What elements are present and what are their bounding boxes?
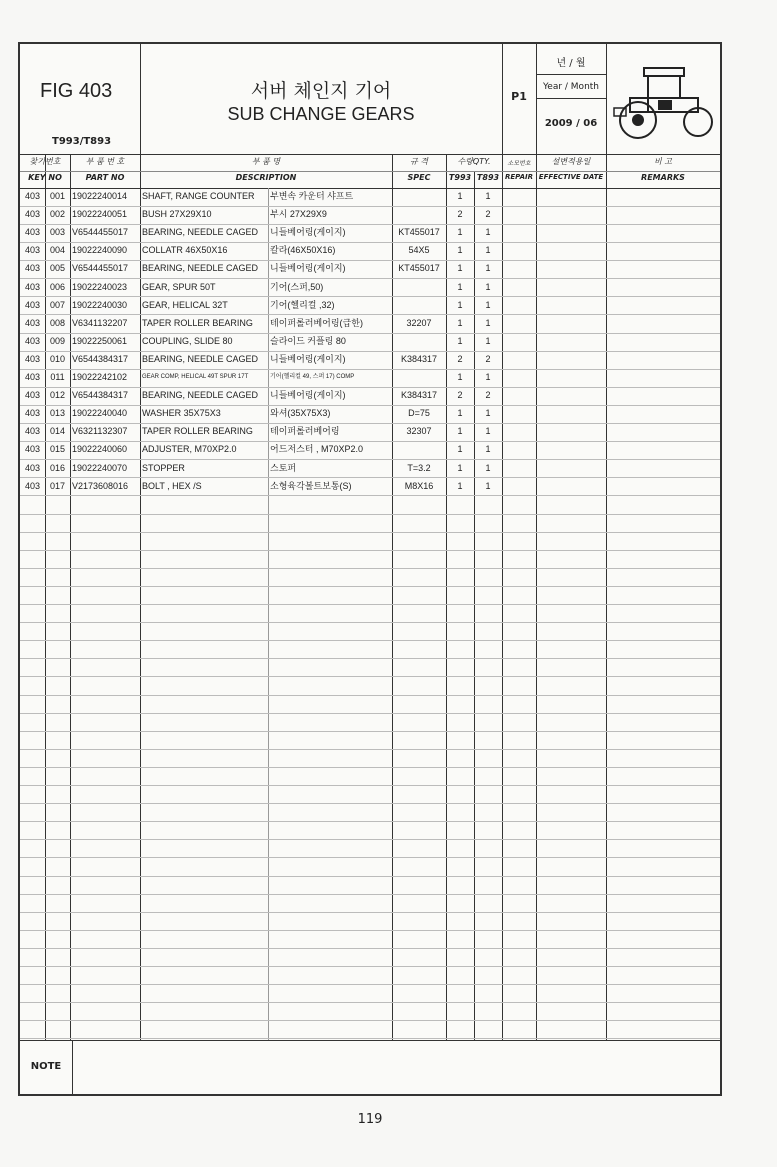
table-row: [20, 188, 720, 207]
cell-qty-t893: 1: [485, 317, 491, 328]
cell-figure: 403: [24, 245, 41, 256]
table-row: [20, 659, 720, 678]
cell-description-ko: 소형육각볼트보통(S): [270, 480, 352, 491]
cell-description-ko: 슬라이드 커플링 80: [270, 335, 346, 346]
table-row: [20, 876, 720, 895]
cell-key-no: 004: [49, 245, 66, 256]
header-spec: SPEC: [407, 173, 431, 182]
parts-list-sheet: [18, 42, 722, 1096]
cell-figure: 403: [24, 462, 41, 473]
cell-part-no: 19022240030: [72, 299, 128, 310]
cell-qty-t893: 1: [485, 462, 491, 473]
header-part-no: PART NO: [85, 173, 125, 182]
cell-qty-t993: 1: [457, 372, 463, 382]
cell-qty-t893: 1: [485, 281, 491, 292]
cell-figure: 403: [24, 299, 41, 310]
cell-description-en: BEARING, NEEDLE CAGED: [142, 390, 259, 401]
cell-qty-t993: 1: [457, 281, 463, 292]
title-english: SUB CHANGE GEARS: [227, 104, 415, 124]
cell-figure: 403: [24, 353, 41, 364]
cell-qty-t893: 1: [485, 408, 491, 419]
cell-part-no: 19022240090: [72, 245, 128, 256]
table-row: [20, 641, 720, 660]
header-part-no-ko: 부 품 번 호: [85, 157, 125, 166]
cell-part-no: 19022250061: [72, 335, 128, 346]
cell-qty-t993: 1: [457, 245, 463, 256]
header-qty-t893: T893: [476, 173, 500, 182]
cell-qty-t893: 1: [485, 263, 491, 274]
cell-spec: K384317: [400, 353, 438, 364]
table-row: [20, 423, 720, 442]
cell-description-ko: 테이퍼롤러베어링(급한): [270, 317, 363, 328]
cell-part-no: 19022240060: [72, 444, 128, 455]
cell-figure: 403: [24, 227, 41, 238]
cell-description-en: SHAFT, RANGE COUNTER: [142, 191, 255, 201]
cell-description-en: TAPER ROLLER BEARING: [142, 317, 253, 328]
cell-part-no: V6544455017: [72, 227, 129, 238]
table-row: [20, 550, 720, 569]
cell-figure: 403: [24, 480, 41, 491]
cell-qty-t893: 1: [485, 299, 491, 310]
cell-key-no: 013: [49, 408, 66, 419]
cell-part-no: 19022240023: [72, 281, 128, 292]
cell-description-ko: 부시 27X29X9: [270, 209, 327, 220]
cell-part-no: 19022240051: [72, 209, 128, 220]
table-row: [20, 622, 720, 641]
table-row: [20, 206, 720, 225]
table-row: [20, 224, 720, 243]
cell-spec: M8X16: [404, 480, 434, 491]
cell-part-no: V6321132307: [72, 426, 128, 437]
cell-figure: 403: [24, 263, 41, 274]
cell-description-ko: 니들베어링(게이지): [270, 390, 346, 401]
cell-description-ko: 부변속 카운터 샤프트: [270, 191, 354, 201]
cell-description-ko: 니들베어링(게이지): [270, 263, 346, 274]
cell-key-no: 011: [50, 372, 65, 382]
cell-qty-t993: 1: [457, 317, 463, 328]
cell-spec: KT455017: [398, 263, 440, 274]
table-row: [20, 242, 720, 261]
cell-figure: 403: [24, 408, 41, 419]
cell-qty-t993: 1: [457, 335, 463, 346]
cell-part-no: 19022242102: [72, 372, 128, 382]
cell-key-no: 012: [49, 390, 66, 401]
header-qty: 수량QTY.: [457, 157, 491, 166]
cell-key-no: 007: [49, 299, 66, 310]
table-row: [20, 858, 720, 877]
cell-description-en: ADJUSTER, M70XP2.0: [142, 444, 237, 455]
cell-description-ko: 칼라(46X50X16): [270, 245, 336, 256]
cell-qty-t993: 2: [457, 390, 463, 401]
table-row: [20, 586, 720, 605]
cell-key-no: 001: [49, 191, 66, 201]
cell-part-no: 19022240070: [72, 462, 128, 473]
cell-qty-t893: 1: [485, 444, 491, 455]
header-effective-date: EFFECTIVE DATE: [538, 173, 604, 181]
cell-spec: D=75: [408, 408, 430, 419]
cell-description-en: STOPPER: [142, 462, 185, 473]
table-row: [20, 1003, 720, 1022]
cell-description-ko: 기어(스퍼,50): [270, 281, 324, 292]
cell-qty-t893: 2: [485, 390, 491, 401]
cell-description-en: BUSH 27X29X10: [142, 209, 212, 220]
page-label: P1: [511, 90, 527, 103]
cell-key-no: 015: [49, 444, 66, 455]
cell-qty-t993: 1: [457, 426, 463, 437]
cell-part-no: V6544384317: [72, 390, 129, 401]
page-number: 119: [357, 1112, 383, 1127]
cell-spec: KT455017: [398, 227, 440, 238]
year-month-label: Year / Month: [542, 82, 600, 92]
table-row: [20, 677, 720, 696]
cell-qty-t993: 1: [457, 227, 463, 238]
table-row: [20, 568, 720, 587]
cell-qty-t993: 1: [457, 444, 463, 455]
cell-figure: 403: [24, 335, 41, 346]
table-row: [20, 604, 720, 623]
table-row: [20, 405, 720, 424]
table-row: [20, 1021, 720, 1040]
cell-description-en: COUPLING, SLIDE 80: [142, 335, 233, 346]
cell-figure: 403: [24, 191, 41, 201]
note-area: [20, 1040, 720, 1095]
cell-spec: 32207: [406, 317, 432, 328]
cell-description-ko: 스토퍼: [270, 462, 297, 473]
table-row: [20, 351, 720, 370]
header-repair: REPAIR: [504, 173, 534, 181]
cell-spec: 32307: [406, 426, 432, 437]
table-row: [20, 894, 720, 913]
header-key-no-ko: 찾기번호: [29, 157, 61, 166]
cell-key-no: 009: [49, 335, 66, 346]
table-row: [20, 387, 720, 406]
cell-key-no: 016: [49, 462, 66, 473]
cell-qty-t893: 1: [485, 372, 491, 382]
header-block: [20, 44, 720, 155]
cell-spec: [392, 188, 446, 206]
cell-key-no: 003: [49, 227, 66, 238]
cell-qty-t993: 1: [457, 480, 463, 491]
table-row: [20, 441, 720, 460]
cell-key-no: 008: [49, 317, 66, 328]
cell-part-no: 19022240040: [72, 408, 128, 419]
cell-qty-t893: 1: [485, 426, 491, 437]
cell-description-ko: 테이퍼롤러베어링: [270, 426, 340, 437]
tractor-icon: [610, 56, 718, 144]
table-row: [20, 912, 720, 931]
year-month-korean: 년 / 월: [556, 58, 586, 69]
cell-qty-t993: 1: [457, 263, 463, 274]
cell-spec: 54X5: [408, 245, 430, 256]
table-row: [20, 532, 720, 551]
cell-description-ko: 기어(헬리컬 49, 스퍼 17) COMP: [270, 374, 355, 380]
cell-qty-t893: 1: [485, 480, 491, 491]
cell-qty-t893: 2: [485, 209, 491, 220]
header-effective-date-ko: 설변적용일: [551, 157, 591, 166]
cell-key-no: 010: [49, 353, 66, 364]
cell-description-en: BOLT , HEX /S: [142, 480, 202, 491]
cell-description-ko: 어드저스터 , M70XP2.0: [270, 444, 363, 455]
cell-qty-t893: 1: [485, 245, 491, 256]
cell-spec: [392, 441, 446, 459]
cell-figure: 403: [24, 372, 41, 382]
table-row: [20, 297, 720, 316]
cell-description-ko: 기어(헬리컬 ,32): [270, 299, 335, 310]
header-key-no: KEY NO: [28, 173, 62, 182]
table-row: [20, 460, 720, 479]
cell-description-en: GEAR COMP, HELICAL 49T SPUR 17T: [142, 374, 249, 380]
cell-figure: 403: [24, 444, 41, 455]
table-row: [20, 315, 720, 334]
cell-spec: T=3.2: [407, 462, 431, 473]
cell-description-en: COLLATR 46X50X16: [142, 245, 228, 256]
cell-qty-t993: 1: [457, 462, 463, 473]
cell-qty-t993: 1: [457, 408, 463, 419]
note-label: NOTE: [30, 1061, 62, 1072]
table-header: [20, 154, 720, 189]
cell-qty-t893: 1: [485, 191, 491, 201]
table-row: [20, 767, 720, 786]
year-month-value: 2009 / 06: [544, 118, 598, 129]
cell-description-en: GEAR, SPUR 50T: [142, 281, 216, 292]
cell-key-no: 002: [49, 209, 66, 220]
header-remarks-ko: 비 고: [654, 157, 672, 166]
cell-part-no: V2173608016: [72, 480, 129, 491]
table-row: [20, 279, 720, 298]
table-row: [20, 948, 720, 967]
cell-description-ko: 와셔(35X75X3): [270, 408, 331, 419]
cell-qty-t893: 2: [485, 353, 491, 364]
cell-description-en: BEARING, NEEDLE CAGED: [142, 227, 259, 238]
cell-description-ko: 니들베어링(게이지): [270, 227, 346, 238]
table-row: [20, 822, 720, 841]
cell-description-en: WASHER 35X75X3: [142, 408, 221, 419]
cell-description-en: BEARING, NEEDLE CAGED: [142, 353, 259, 364]
table-row: [20, 966, 720, 985]
cell-figure: 403: [24, 281, 41, 292]
cell-figure: 403: [24, 390, 41, 401]
cell-spec: [392, 297, 446, 315]
table-row: [20, 496, 720, 515]
cell-figure: 403: [24, 426, 41, 437]
figure-number: FIG 403: [40, 80, 113, 102]
cell-key-no: 017: [49, 480, 66, 491]
cell-qty-t993: 2: [457, 353, 463, 364]
table-row: [20, 695, 720, 714]
header-spec-ko: 규 격: [410, 157, 428, 166]
title-korean: 서버 체인지 기어: [250, 80, 392, 102]
header-description: DESCRIPTION: [235, 173, 297, 182]
cell-spec: K384317: [400, 390, 438, 401]
cell-spec: [392, 206, 446, 224]
cell-figure: 403: [24, 209, 41, 220]
cell-qty-t993: 1: [457, 191, 463, 201]
table-row: [20, 930, 720, 949]
table-row: [20, 333, 720, 352]
table-row: [20, 260, 720, 279]
cell-spec: [392, 369, 446, 387]
cell-description-en: BEARING, NEEDLE CAGED: [142, 263, 259, 274]
cell-description-en: GEAR, HELICAL 32T: [142, 299, 228, 310]
header-repair-ko: 소모번호: [507, 160, 531, 167]
header-remarks: REMARKS: [641, 173, 685, 182]
table-row: [20, 369, 720, 388]
cell-part-no: 19022240014: [72, 191, 128, 201]
table-row: [20, 514, 720, 533]
cell-key-no: 014: [49, 426, 66, 437]
cell-key-no: 005: [49, 263, 66, 274]
cell-key-no: 006: [49, 281, 66, 292]
parts-table-body: [20, 188, 720, 1038]
table-row: [20, 840, 720, 859]
model-list: T993/T893: [52, 136, 112, 147]
table-row: [20, 713, 720, 732]
table-row: [20, 731, 720, 750]
cell-description-ko: 니들베어링(게이지): [270, 353, 346, 364]
cell-figure: 403: [24, 317, 41, 328]
cell-spec: [392, 279, 446, 297]
header-description-ko: 부 품 명: [251, 157, 281, 166]
table-row: [20, 803, 720, 822]
cell-qty-t993: 2: [457, 209, 463, 220]
cell-part-no: V6544455017: [72, 263, 129, 274]
cell-qty-t893: 1: [485, 335, 491, 346]
cell-qty-t993: 1: [457, 299, 463, 310]
cell-part-no: V6341132207: [72, 317, 128, 328]
cell-description-en: TAPER ROLLER BEARING: [142, 426, 253, 437]
table-row: [20, 749, 720, 768]
header-qty-t993: T993: [448, 173, 472, 182]
cell-qty-t893: 1: [485, 227, 491, 238]
cell-spec: [392, 333, 446, 351]
table-row: [20, 785, 720, 804]
table-row: [20, 984, 720, 1003]
cell-part-no: V6544384317: [72, 353, 129, 364]
table-row: [20, 478, 720, 497]
